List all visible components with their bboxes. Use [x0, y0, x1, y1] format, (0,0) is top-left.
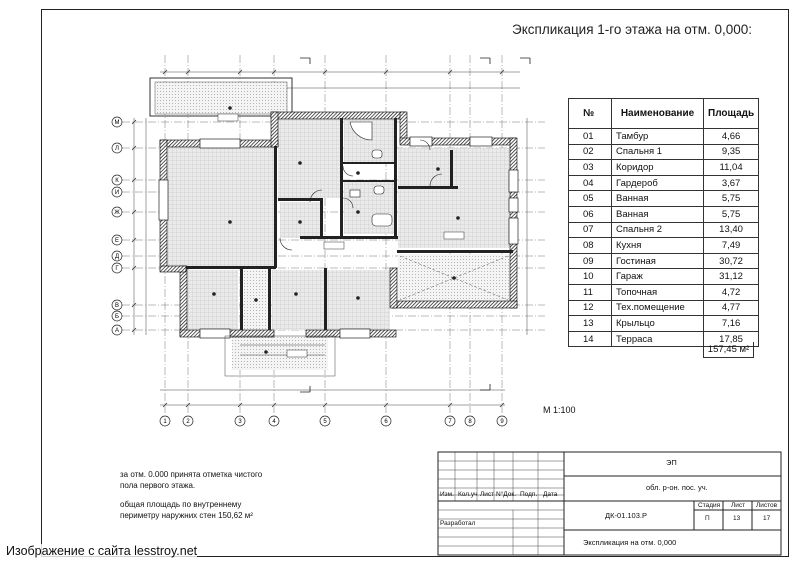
axis-letter-label: Ж [114, 210, 120, 217]
note-line: общая площадь по внутреннему [120, 500, 242, 509]
stamp-code: ДК-01.103.Р [605, 511, 647, 520]
axis-number-label: 5 [323, 419, 327, 426]
row-number: 12 [569, 300, 612, 316]
stamp-project: ЭП [666, 458, 677, 467]
room-area: 5,75 [704, 191, 759, 207]
room-name: Коридор [612, 160, 704, 176]
room-name: Крыльцо [612, 316, 704, 332]
row-number: 06 [569, 206, 612, 222]
room-area: 4,66 [704, 129, 759, 145]
axis-number-label: 1 [163, 419, 167, 426]
room-area: 31,12 [704, 269, 759, 285]
room-name: Гостиная [612, 253, 704, 269]
stamp-stage-label: Стадия [698, 502, 721, 509]
stamp-col-data: Дата [543, 491, 558, 498]
axis-number-label: 3 [238, 419, 242, 426]
row-number: 10 [569, 269, 612, 285]
room-area: 11,04 [704, 160, 759, 176]
row-number: 07 [569, 222, 612, 238]
axis-letter-label: А [114, 328, 120, 335]
axis-number-label: 4 [272, 419, 276, 426]
explication-title: Экспликация 1-го этажа на отм. 0,000: [512, 22, 753, 37]
axis-letter-label: Л [115, 146, 119, 153]
row-number: 04 [569, 175, 612, 191]
row-number: 14 [569, 331, 612, 347]
stamp-sheet: 13 [733, 515, 741, 522]
stamp-razrabotal: Разработал [440, 520, 476, 527]
axis-letter-label: Б [115, 314, 119, 321]
room-area: 13,40 [704, 222, 759, 238]
room-area: 4,77 [704, 300, 759, 316]
stamp-sheet-label: Лист [731, 502, 746, 509]
stamp-col-podp: Подп. [520, 491, 538, 498]
axis-letter-label: Г [115, 266, 119, 273]
room-name: Тех.помещение [612, 300, 704, 316]
axis-number-label: 6 [384, 419, 388, 426]
total-area: 157,45 м² [703, 342, 754, 358]
axis-letter-label: И [114, 190, 120, 197]
axis-number-label: 2 [186, 419, 190, 426]
room-name: Терраса [612, 331, 704, 347]
row-number: 01 [569, 129, 612, 145]
row-number: 08 [569, 238, 612, 254]
room-area: 17,85 [704, 331, 759, 347]
note-line: периметру наружних стен 150,62 м² [120, 511, 253, 520]
scale-label: М 1:100 [543, 405, 576, 415]
row-number: 13 [569, 316, 612, 332]
note-line: пола первого этажа. [120, 481, 196, 490]
header-area: Площадь [704, 99, 759, 129]
row-number: 02 [569, 144, 612, 160]
room-area: 7,49 [704, 238, 759, 254]
room-area: 30,72 [704, 253, 759, 269]
room-name: Тамбур [612, 129, 704, 145]
axis-number-label: 8 [468, 419, 472, 426]
room-name: Кухня [612, 238, 704, 254]
stamp-col-izm: Изм. [440, 491, 454, 498]
room-area: 4,72 [704, 284, 759, 300]
stamp-sheet-title: Экспликация на отм. 0,000 [583, 538, 677, 547]
room-name: Ванная [612, 206, 704, 222]
stamp-location: обл. р-он. пос. уч. [646, 483, 708, 492]
note-line: за отм. 0.000 принята отметка чистого [120, 470, 263, 479]
row-number: 09 [569, 253, 612, 269]
room-name: Топочная [612, 284, 704, 300]
axis-letter-label: Д [114, 254, 120, 261]
axis-number-label: 9 [500, 419, 504, 426]
header-number: № [569, 99, 612, 129]
stamp-sheets-label: Листов [756, 502, 778, 509]
stamp-col-kol: Кол.уч [458, 491, 478, 498]
stamp-col-list: Лист [480, 491, 495, 498]
row-number: 05 [569, 191, 612, 207]
stamp-col-ndok: N°Док. [496, 491, 517, 498]
axis-letter-label: Е [114, 238, 120, 245]
room-area: 7,16 [704, 316, 759, 332]
room-name: Спальня 2 [612, 222, 704, 238]
watermark: Изображение с сайта lesstroy.net [6, 544, 198, 558]
room-name: Спальня 1 [612, 144, 704, 160]
axis-number-label: 7 [448, 419, 452, 426]
room-name: Ванная [612, 191, 704, 207]
row-number: 03 [569, 160, 612, 176]
room-area: 5,75 [704, 206, 759, 222]
row-number: 11 [569, 284, 612, 300]
room-name: Гараж [612, 269, 704, 285]
axis-letter-label: В [114, 303, 120, 310]
stamp-sheets: 17 [763, 515, 771, 522]
room-area: 3,67 [704, 175, 759, 191]
axis-letter-label: М [114, 120, 120, 127]
stamp-stage: П [705, 515, 710, 522]
room-name: Гардероб [612, 175, 704, 191]
axis-letter-label: К [115, 178, 119, 185]
room-area: 9,35 [704, 144, 759, 160]
header-name: Наименование [612, 99, 704, 129]
